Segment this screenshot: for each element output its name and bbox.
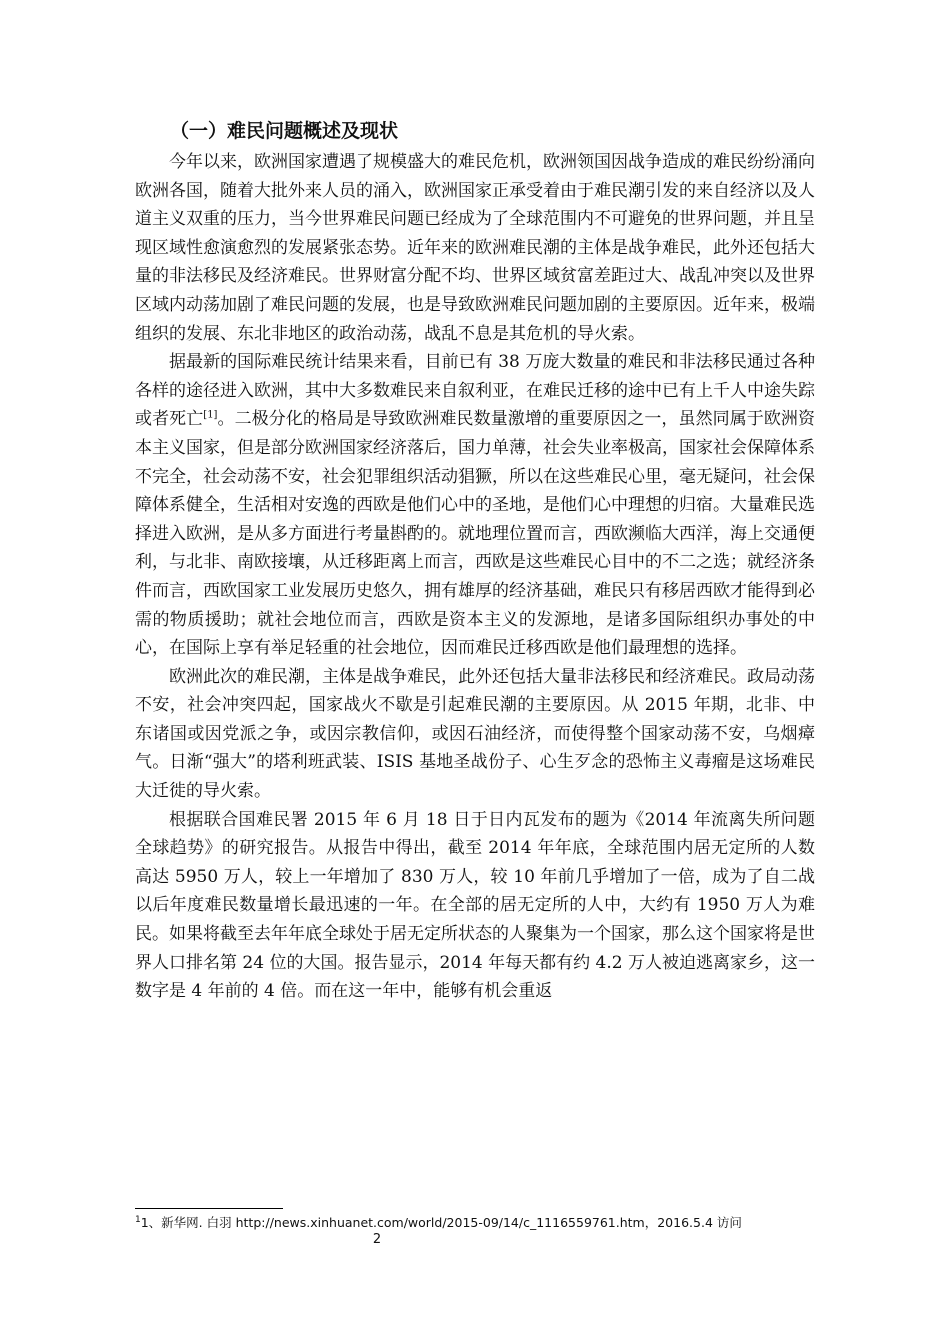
footnote-text: 1、新华网. 白羽 http://news.xinhuanet.com/world/2015-09/14/c_1116559761.htm，2016.5.4 访问 — [140, 1215, 742, 1230]
citation-ref-1[interactable]: [1] — [203, 409, 218, 421]
section-heading: （一）难民问题概述及现状 — [170, 120, 399, 142]
body-text — [135, 148, 815, 1006]
paragraph-4: 根据联合国难民署 2015 年 6 月 18 日于日内瓦发布的题为《2014 年流离失所问题全球趋势》的研究报告。从报告中得出，截至 2014 年年底，全球范围内居无定所的人数高达 5950 万人，较上一年增加了 830 万人，较 10 年前几乎增加了一倍，成为了自二战以后年度难民数量增长最迅速的一年。在全部的居无定所的人中，大约有 1950 万人为难民。如果将截至去年年底全球处于居无定所状态的人聚集为一个国家，那么这个国家将是世界人口排名第 24 位的大国。报告显示，2014 年每天都有约 4.2 万人被迫逃离家乡，这一数字是 4 年前的 4 倍。而在这一年中，能够有机会重返 — [135, 809, 815, 1002]
footnote-mark: 1 — [135, 1214, 141, 1225]
paragraph-2 — [135, 348, 815, 663]
page-number: 2 — [372, 1232, 382, 1247]
paragraph-3: 欧洲此次的难民潮，主体是战争难民，此外还包括大量非法移民和经济难民。政局动荡不安，社会冲突四起，国家战火不歇是引起难民潮的主要原因。从 2015 年期，北非、中东诸国或因党派之争，或因宗教信仰，或因石油经济，而使得整个国家动荡不安，乌烟瘴气。日渐“强大”的塔利班武装、ISIS 基地圣战份子、心生歹念的恐怖主义毒瘤是这场难民大迁徙的导火索。 — [135, 666, 815, 802]
footnote-separator — [135, 1208, 283, 1209]
paragraph-2-text-after-ref: 。二极分化的格局是导致欧洲难民数量激增的重要原因之一，虽然同属于欧洲资本主义国家，但是部分欧洲国家经济落后，国力单薄，社会失业率极高，国家社会保障体系不完全，社会动荡不安，社会犯罪组织活动猖獗，所以在这些难民心里，毫无疑问，社会保障体系健全，生活相对安逸的西欧是他们心中的圣地，是他们心中理想的归宿。大量难民选择进入欧洲，是从多方面进行考量斟酌的。就地理位置而言，西欧濒临大西洋，海上交通便利，与北非、南欧接壤，从迁移距离上而言，西欧是这些难民心目中的不二之选；就经济条件而言，西欧国家工业发展历史悠久，拥有雄厚的经济基础，难民只有移居西欧才能得到必需的物质援助；就社会地位而言，西欧是资本主义的发源地，是诸多国际组织办事处的中心，在国际上享有举足轻重的社会地位，因而难民迁移西欧是他们最理想的选择。 — [135, 409, 816, 659]
footnote — [135, 1214, 815, 1232]
paragraph-1: 今年以来，欧洲国家遭遇了规模盛大的难民危机，欧洲领国因战争造成的难民纷纷涌向欧洲各国，随着大批外来人员的涌入，欧洲国家正承受着由于难民潮引发的来自经济以及人道主义双重的压力，当今世界难民问题已经成为了全球范围内不可避免的世界问题，并且呈现区域性愈演愈烈的发展紧张态势。近年来的欧洲难民潮的主体是战争难民，此外还包括大量的非法移民及经济难民。世界财富分配不均、世界区域贫富差距过大、战乱冲突以及世界区域内动荡加剧了难民问题的发展，也是导致欧洲难民问题加剧的主要原因。近年来，极端组织的发展、东北非地区的政治动荡，战乱不息是其危机的导火索。 — [135, 152, 815, 344]
paragraph-2-text-before-ref: 据最新的国际难民统计结果来看，目前已有 38 万庞大数量的难民和非法移民通过各种各样的途径进入欧洲，其中大多数难民来自叙利亚，在难民迁移的途中已有上千人中途失踪或者死亡 — [135, 352, 815, 430]
